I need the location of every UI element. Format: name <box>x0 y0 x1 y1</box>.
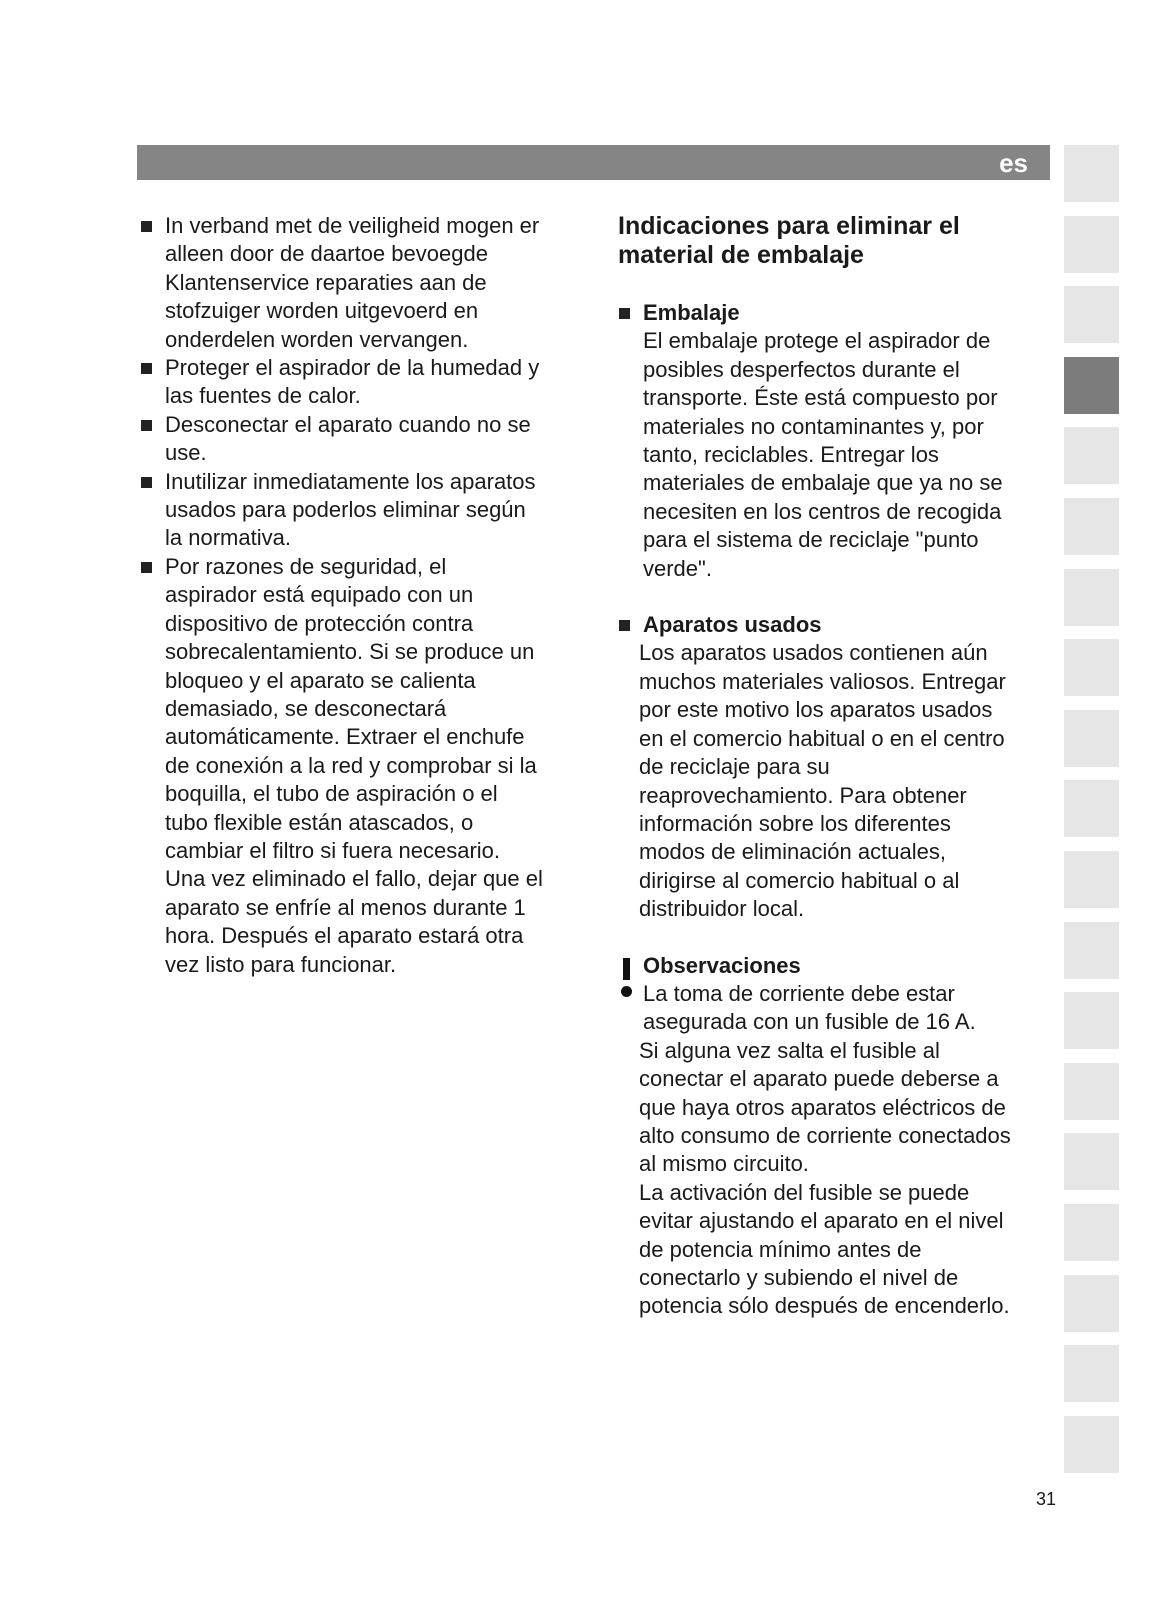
square-bullet-icon <box>619 308 630 319</box>
language-header-bar <box>137 145 1050 180</box>
list-item <box>137 468 577 553</box>
side-tab-15 <box>1064 1133 1119 1190</box>
side-tab-6 <box>1064 498 1119 555</box>
side-tab-2 <box>1064 216 1119 273</box>
list-item-text: Proteger el aspirador de la humedad y las fuentes de calor. <box>165 355 540 409</box>
side-tab-11 <box>1064 851 1119 908</box>
square-bullet-icon <box>141 363 152 374</box>
notes-block <box>618 952 1053 1321</box>
side-tab-8 <box>1064 639 1119 696</box>
list-item <box>137 553 577 979</box>
packaging-heading-text: Embalaje <box>643 300 740 325</box>
side-tab-7 <box>1064 569 1119 626</box>
square-bullet-icon <box>141 562 152 573</box>
list-item <box>137 212 577 354</box>
side-tab-16 <box>1064 1204 1119 1261</box>
packaging-body: El embalaje protege el aspirador de posibles desperfectos durante el transporte. Éste está compuesto por materiales no contaminantes y, por tanto, reciclables. Entregar los materiales de embalaje que ya no se necesiten en los centros de recogida para el sistema de reciclaje "punto verde". <box>643 328 1003 581</box>
side-tab-18 <box>1064 1345 1119 1402</box>
packaging-heading <box>618 299 1053 327</box>
side-tab-9 <box>1064 710 1119 767</box>
side-tab-17 <box>1064 1275 1119 1332</box>
square-bullet-icon <box>141 477 152 488</box>
side-tab-10 <box>1064 780 1119 837</box>
list-item-text: Desconectar el aparato cuando no se use. <box>165 411 531 466</box>
left-column <box>137 212 577 979</box>
used-appliances-heading-text: Aparatos usados <box>643 612 822 638</box>
spacer <box>618 270 1053 299</box>
side-tab-19 <box>1064 1416 1119 1473</box>
side-tab-1 <box>1064 145 1119 202</box>
language-code: es <box>999 148 1028 178</box>
page-number: 31 <box>1036 1489 1057 1509</box>
square-bullet-icon <box>619 620 630 631</box>
notes-line-1: La toma de corriente debe estar asegurada con un fusible de 16 A. <box>643 980 976 1035</box>
side-tab-5 <box>1064 427 1119 484</box>
warning-exclamation-dot-icon <box>621 986 632 997</box>
side-tab-14 <box>1064 1063 1119 1120</box>
section-title: Indicaciones para eliminar el material de embalaje <box>618 212 960 269</box>
square-bullet-icon <box>141 221 152 232</box>
list-item-text: Por razones de seguridad, el aspirador está equipado con un dispositivo de protección contra sobrecalentamiento. Si se produce un bloqueo y el aparato se calienta demasiado, se desconectará automáticamente. Extraer el enchufe de conexión a la red y comprobar si la boquilla, el tubo de aspiración o el tubo flexible están atascados, o cambiar el filtro si fuera necesario. Una vez eliminado el fallo, dejar que el aparato se enfríe al menos durante 1 hora. Después el aparato estará otra vez listo para funcionar. <box>165 553 543 977</box>
right-column <box>618 212 1053 1321</box>
used-appliances-heading <box>618 611 1053 639</box>
list-item-text: Inutilizar inmediatamente los aparatos usados para poderlos eliminar según la normativa. <box>165 468 536 551</box>
spacer <box>618 924 1053 952</box>
side-tab-4 <box>1064 357 1119 414</box>
list-item <box>137 354 577 411</box>
side-tab-12 <box>1064 922 1119 979</box>
list-item <box>137 411 577 468</box>
list-item-text: In verband met de veiligheid mogen er alleen door de daartoe bevoegde Klantenservice reparaties aan de stofzuiger worden uitgevoerd en onderdelen worden vervangen. <box>165 213 540 352</box>
square-bullet-icon <box>141 420 152 431</box>
warning-exclamation-icon <box>623 958 630 980</box>
notes-heading: Observaciones <box>643 952 801 978</box>
side-tab-3 <box>1064 286 1119 343</box>
side-tab-13 <box>1064 992 1119 1049</box>
spacer <box>618 583 1053 611</box>
notes-line-2: Si alguna vez salta el fusible al conectar el aparato puede deberse a que haya otros aparatos eléctricos de alto consumo de corriente conectados al mismo circuito. La activación del fusible se puede evitar ajustando el aparato en el nivel de potencia mínimo antes de conectarlo y subiendo el nivel de potencia sólo después de encenderlo. <box>639 1037 1011 1319</box>
used-appliances-body: Los aparatos usados contienen aún muchos materiales valiosos. Entregar por este motivo los aparatos usados en el comercio habitual o en el centro de reciclaje para su reaprovechamiento. Para obtener información sobre los diferentes modos de eliminación actuales, dirigirse al comercio habitual o al distribuidor local. <box>639 640 1006 922</box>
